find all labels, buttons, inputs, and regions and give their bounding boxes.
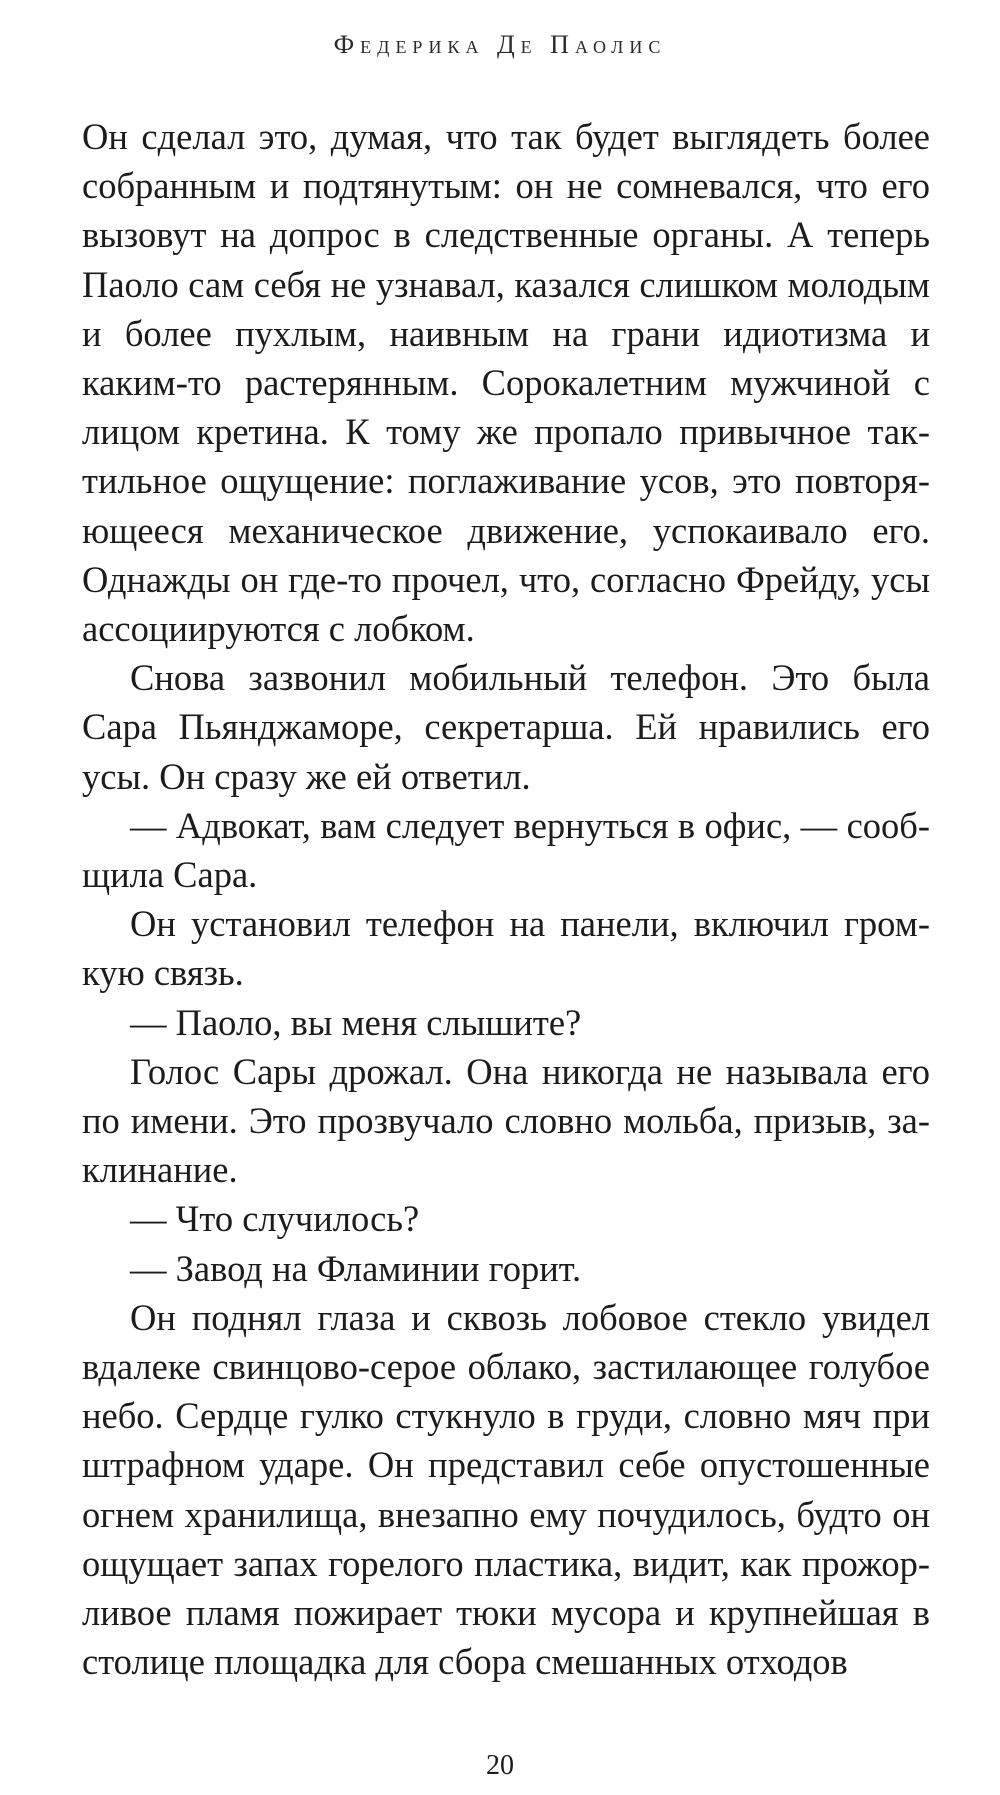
paragraph: Он сделал это, думая, что так будет выглядеть более собранным и подтянутым: он не сомневался, что его вызовут на допрос в следственные органы. А теперь Паоло сам себя не узнавал, казался слишком молодым и более пухлым, наивным на грани идиотизма и каким-то растерянным. Сорокалетним мужчиной с лицом кретина. К тому же пропало привычное тактильное ощущение: поглаживание усов, это повторяющееся механическое движение, успокаивало его. Однажды он где-то прочел, что, согласно Фрейду, усы ассоциируются с лобком.: [82, 116, 930, 650]
page-number: 20: [486, 1750, 514, 1781]
paragraph: Голос Сары дрожал. Она никогда не называла его по имени. Это прозвучало словно мольба, призыв, заклинание.: [82, 1050, 930, 1191]
paragraph: Он установил телефон на панели, включил громкую связь.: [82, 903, 930, 994]
paragraph: Снова зазвонил мобильный телефон. Это была Сара Пьянджаморе, секретарша. Ей нравились его усы. Он сразу же ей ответил.: [82, 657, 930, 797]
dialogue-line: — Паоло, вы меня слышите?: [130, 1001, 582, 1043]
dialogue-line: — Что случилось?: [130, 1198, 420, 1240]
running-head: Федерика Де Паолис: [333, 30, 667, 59]
page-text: [82, 112, 930, 1687]
paragraph: Он поднял глаза и сквозь лобовое стекло увидел вдалеке свинцово-серое облако, застилающее голубое небо. Сердце гулко стукнуло в груди, словно мяч при штрафном ударе. Он представил себе опустошенные огнем хранилища, внезапно ему почудилось, будто он ощущает запах горелого пластика, видит, как прожорливое пламя пожирает тюки мусора и крупнейшая в столице площадка для сбора смешанных отходов: [82, 1296, 930, 1683]
dialogue-line: — Завод на Фламинии горит.: [130, 1247, 582, 1289]
dialogue-line: — Адвокат, вам следует вернуться в офис, — сообщила Сара.: [82, 804, 930, 896]
